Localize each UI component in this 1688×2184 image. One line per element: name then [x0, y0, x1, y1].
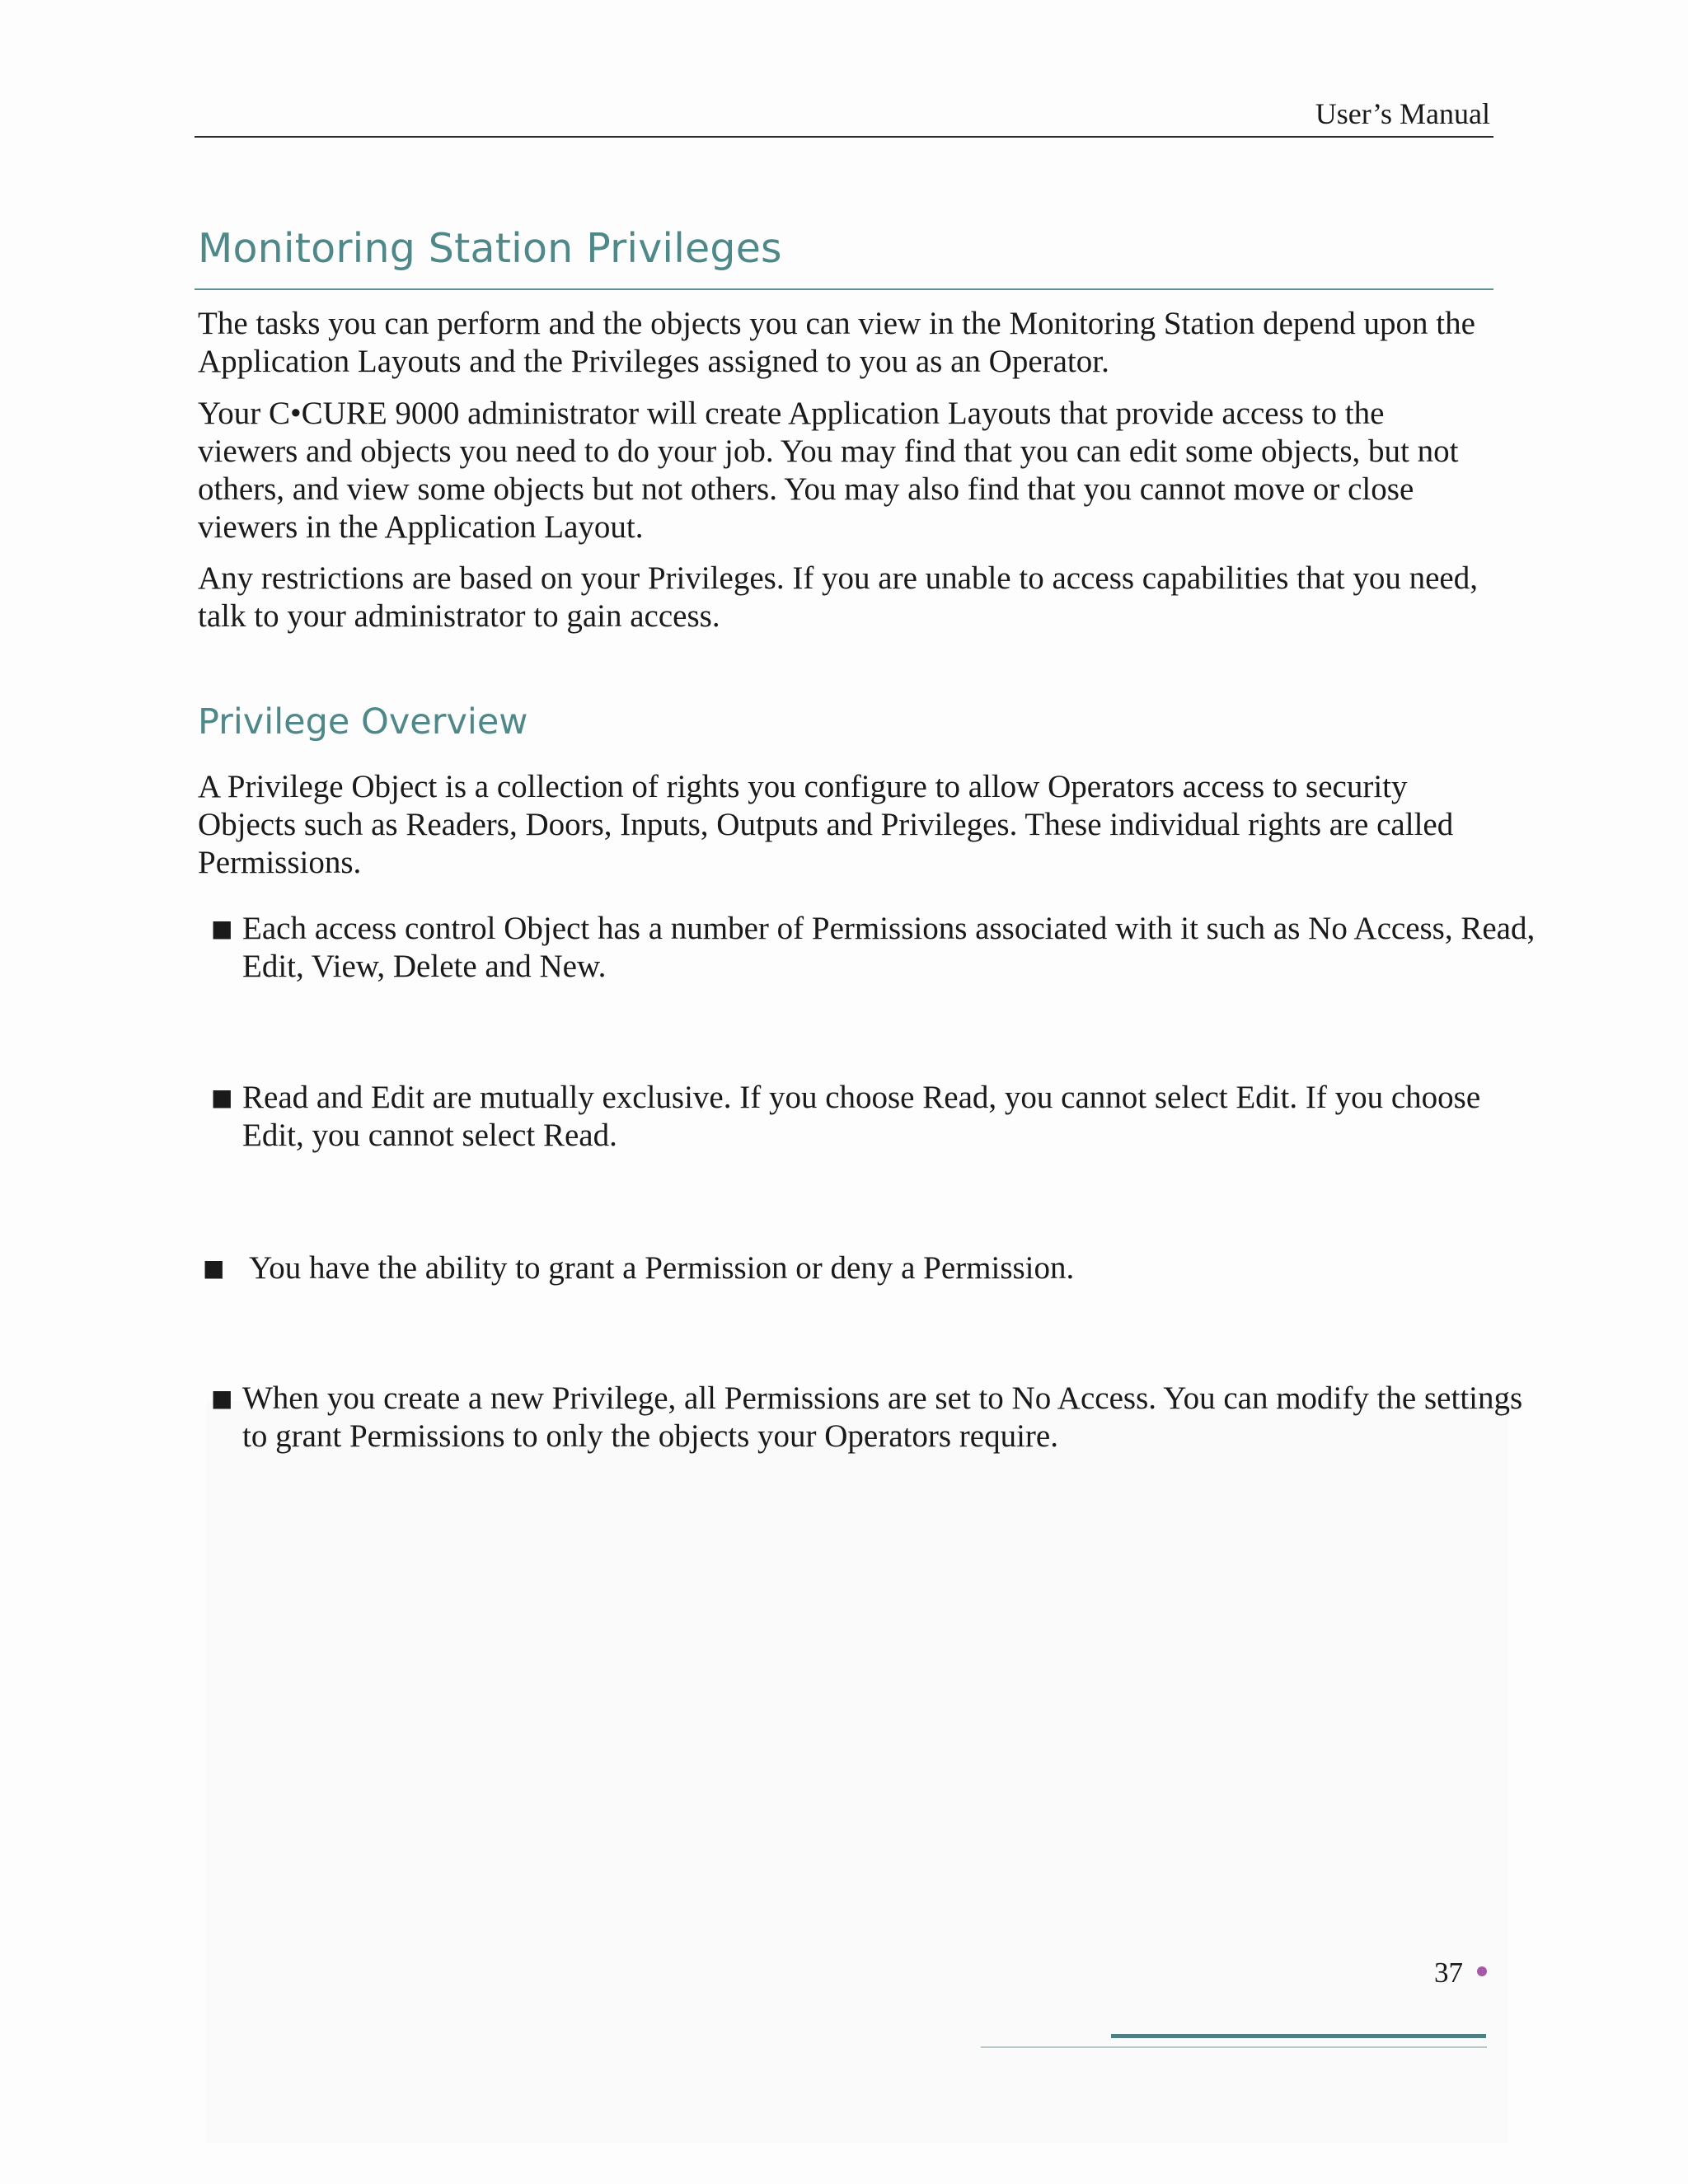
section-paragraph-3: Any restrictions are based on your Privileges. If you are unable to access capabilities that you need, talk to your administrator to gain access.	[198, 560, 1478, 634]
bullet-text-1: Each access control Object has a number of Permissions associated with it such as No Access, Read, Edit, View, Delete and New.	[242, 911, 1536, 984]
square-bullet-icon: ■	[211, 1385, 233, 1412]
running-header	[195, 93, 1493, 138]
bullet-text-3: You have the ability to grant a Permission or deny a Permission.	[249, 1250, 1075, 1286]
header-title: User’s Manual	[1315, 97, 1490, 130]
page-number: 37	[1434, 1957, 1463, 1989]
section-paragraph-1: The tasks you can perform and the objects you can view in the Monitoring Station depend upon the Application Layouts and the Privileges assigned to you as an Operator.	[198, 306, 1475, 379]
square-bullet-icon: ■	[203, 1254, 225, 1282]
section-heading-rule	[195, 288, 1493, 290]
bullet-text-2: Read and Edit are mutually exclusive. If you choose Read, you cannot select Edit. If you choose Edit, you cannot select Read.	[242, 1080, 1481, 1153]
page-number-dot-icon	[1477, 1966, 1487, 1976]
page-background	[206, 1401, 1508, 2143]
section-heading: Monitoring Station Privileges	[198, 225, 782, 272]
square-bullet-icon: ■	[211, 915, 233, 942]
square-bullet-icon: ■	[211, 1084, 233, 1111]
subsection-intro-paragraph: A Privilege Object is a collection of rights you configure to allow Operators access to security Objects such as Readers, Doors, Inputs, Outputs and Privileges. These individual rights are called Permissions.	[198, 769, 1454, 880]
subsection-heading: Privilege Overview	[198, 701, 528, 743]
section-paragraph-2: Your C•CURE 9000 administrator will create Application Layouts that provide access to the viewers and objects you need to do your job. You may find that you can edit some objects, but not others, and view some objects but not others. You may also find that you cannot move or close viewers in the Application Layout.	[198, 396, 1459, 545]
bullet-text-4: When you create a new Privilege, all Permissions are set to No Access. You can modify the settings to grant Permissions to only the objects your Operators require.	[242, 1380, 1523, 1454]
footer-rule-accent	[1111, 2034, 1486, 2038]
footer-rule	[981, 2046, 1487, 2048]
